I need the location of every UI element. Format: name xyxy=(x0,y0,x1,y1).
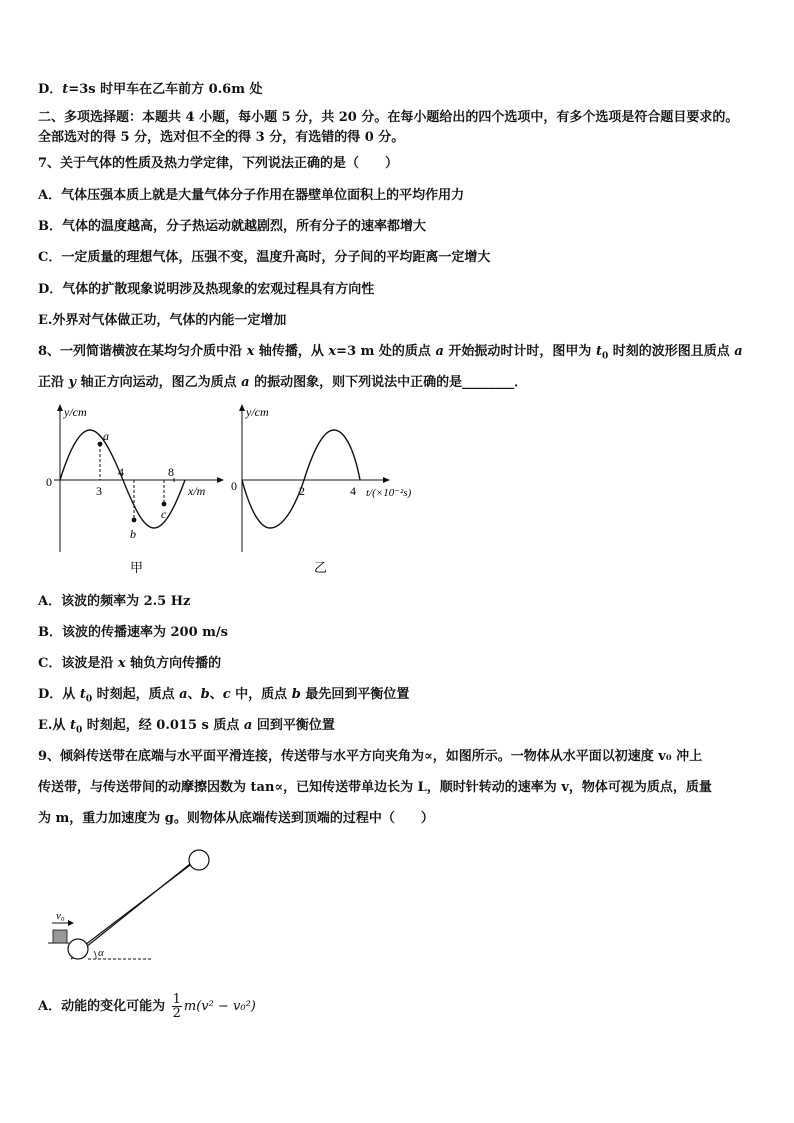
yi-origin: 0 xyxy=(231,479,237,493)
jia-tick-3: 3 xyxy=(96,484,102,498)
section2-line1: 二、多项选择题：本题共 4 小题，每小题 5 分，共 20 分。在每小题给出的四个选项中，有多个选项是符合题目要求的。 xyxy=(38,110,739,125)
belt-top-roller xyxy=(189,850,209,870)
point-a xyxy=(98,442,103,447)
v0-label: v₀ xyxy=(56,910,65,922)
q7-stem: 7、关于气体的性质及热力学定律，下列说法正确的是（ ） xyxy=(38,156,399,171)
q9-stem-line3: 为 m，重力加速度为 g。则物体从底端传送到顶端的过程中（ ） xyxy=(38,811,434,826)
q8-option-b: B．该波的传播速率为 200 m/s xyxy=(38,625,228,640)
q7-option-b: B．气体的温度越高，分子热运动就越剧烈，所有分子的速率都增大 xyxy=(38,219,426,234)
yi-caption: 乙 xyxy=(314,560,328,575)
jia-tick-8: 8 xyxy=(168,465,174,479)
section2-line2: 全部选对的得 5 分，选对但不全的得 3 分，有选错的得 0 分。 xyxy=(38,130,405,145)
q7-option-a: A．气体压强本质上就是大量气体分子作用在器壁单位面积上的平均作用力 xyxy=(38,188,465,203)
label-b: b xyxy=(130,527,136,541)
v0-arrow-head xyxy=(68,920,74,926)
jia-tick-4: 4 xyxy=(118,465,124,479)
jia-x-arrow xyxy=(217,477,224,483)
yi-tick-2: 2 xyxy=(299,484,305,498)
yi-xlabel: t/(×10⁻²s) xyxy=(366,487,412,499)
jia-xlabel: x/m xyxy=(188,484,206,498)
fraction-one-half: $\frac{1}{2}$ xyxy=(172,992,181,1021)
block-object xyxy=(53,930,67,943)
jia-y-arrow xyxy=(57,404,63,411)
q9-stem-line2: 传送带，与传送带间的动摩擦因数为 tan∝，已知传送带单边长为 L，顺时针转动的速率为 v，物体可视为质点，质量 xyxy=(38,780,712,795)
yi-x-arrow xyxy=(383,477,390,483)
point-c xyxy=(162,502,167,507)
yi-vibration-curve xyxy=(242,430,360,528)
figure-jia-wave xyxy=(40,400,230,580)
q9-option-a: A．动能的变化可能为 $\frac{1}{2}$ m(v² − v₀²) xyxy=(38,992,256,1021)
q8-stem-line1: 8、一列简谐横波在某均匀介质中沿 x 轴传播，从 x=3 m 处的质点 a 开始振动时计时，图甲为 $t_0$ 时刻的波形图且质点 a xyxy=(38,344,743,362)
q6-option-d: D．t=3s 时甲车在乙车前方 0.6m 处 xyxy=(38,82,263,97)
q9-stem-line1: 9、倾斜传送带在底端与水平面平滑连接，传送带与水平方向夹角为∝，如图所示。一物体从水平面以初速度 v₀ 冲上 xyxy=(38,749,703,764)
belt-bottom-edge xyxy=(85,853,206,945)
figure-yi-vibration xyxy=(226,400,436,580)
q7-option-c: C．一定质量的理想气体，压强不变，温度升高时，分子间的平均距离一定增大 xyxy=(38,250,491,265)
jia-origin: 0 xyxy=(46,475,52,489)
q7-option-d: D．气体的扩散现象说明涉及热现象的宏观过程具有方向性 xyxy=(38,282,375,297)
yi-ylabel: y/cm xyxy=(246,405,269,419)
label-c: c xyxy=(161,507,167,521)
belt-bottom-roller xyxy=(68,939,88,959)
jia-caption: 甲 xyxy=(130,560,144,575)
alpha-label: α xyxy=(98,947,104,959)
yi-y-arrow xyxy=(239,404,245,411)
q8-option-e: E.从 $t_0$ 时刻起，经 0.015 s 质点 a 回到平衡位置 xyxy=(38,718,335,736)
q8-option-d: D．从 $t_0$ 时刻起，质点 a、b、c 中，质点 b 最先回到平衡位置 xyxy=(38,687,410,705)
q8-stem-line2: 正沿 y 轴正方向运动，图乙为质点 a 的振动图象，则下列说法中正确的是________． xyxy=(38,375,528,390)
point-b xyxy=(132,518,137,523)
yi-tick-4: 4 xyxy=(350,484,356,498)
figure-conveyor-belt xyxy=(44,848,224,968)
jia-ylabel: y/cm xyxy=(64,405,87,419)
label-a: a xyxy=(103,429,109,443)
alpha-arc xyxy=(94,951,96,959)
q8-option-a: A．该波的频率为 2.5 Hz xyxy=(38,594,191,609)
q7-option-e: E.外界对气体做正功，气体的内能一定增加 xyxy=(38,313,287,328)
q8-option-c: C．该波是沿 x 轴负方向传播的 xyxy=(38,656,222,671)
